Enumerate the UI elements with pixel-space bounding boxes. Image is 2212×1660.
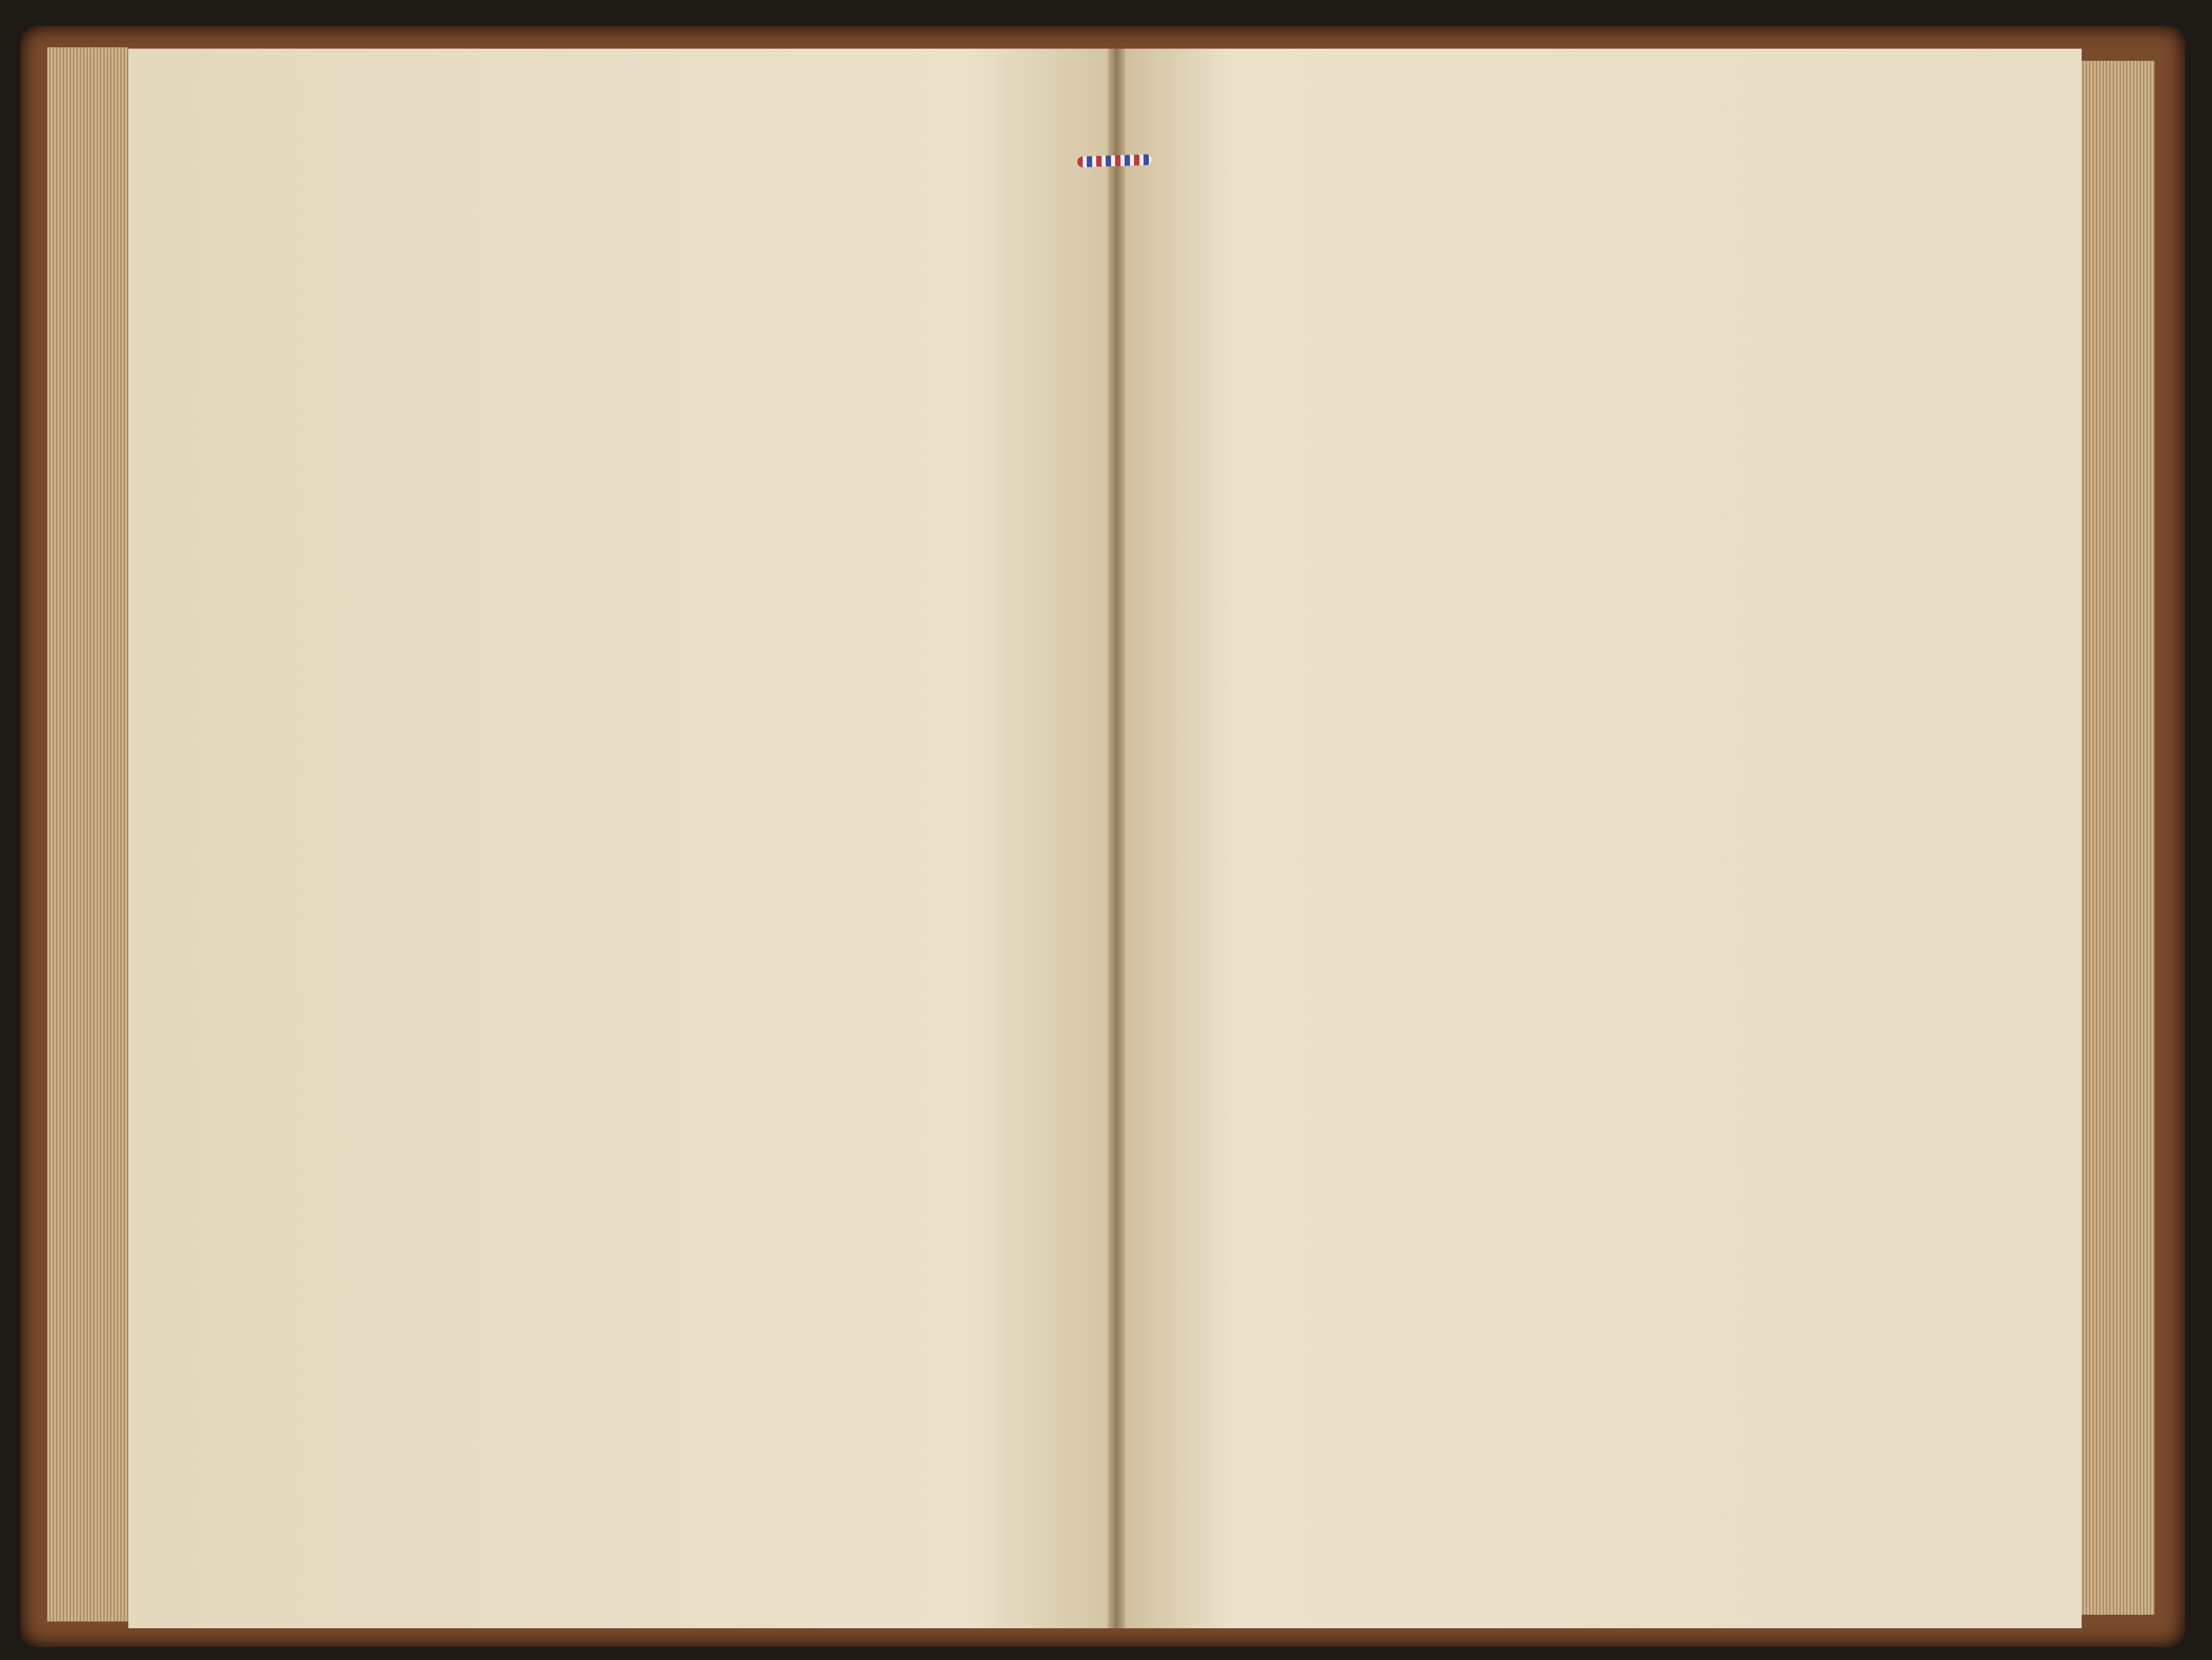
- page-edges-left: [47, 47, 128, 1621]
- right-page: [1116, 49, 2082, 1628]
- page-edges-right: [2080, 61, 2155, 1615]
- book-gutter: [1108, 49, 1125, 1628]
- left-page: [128, 49, 1116, 1628]
